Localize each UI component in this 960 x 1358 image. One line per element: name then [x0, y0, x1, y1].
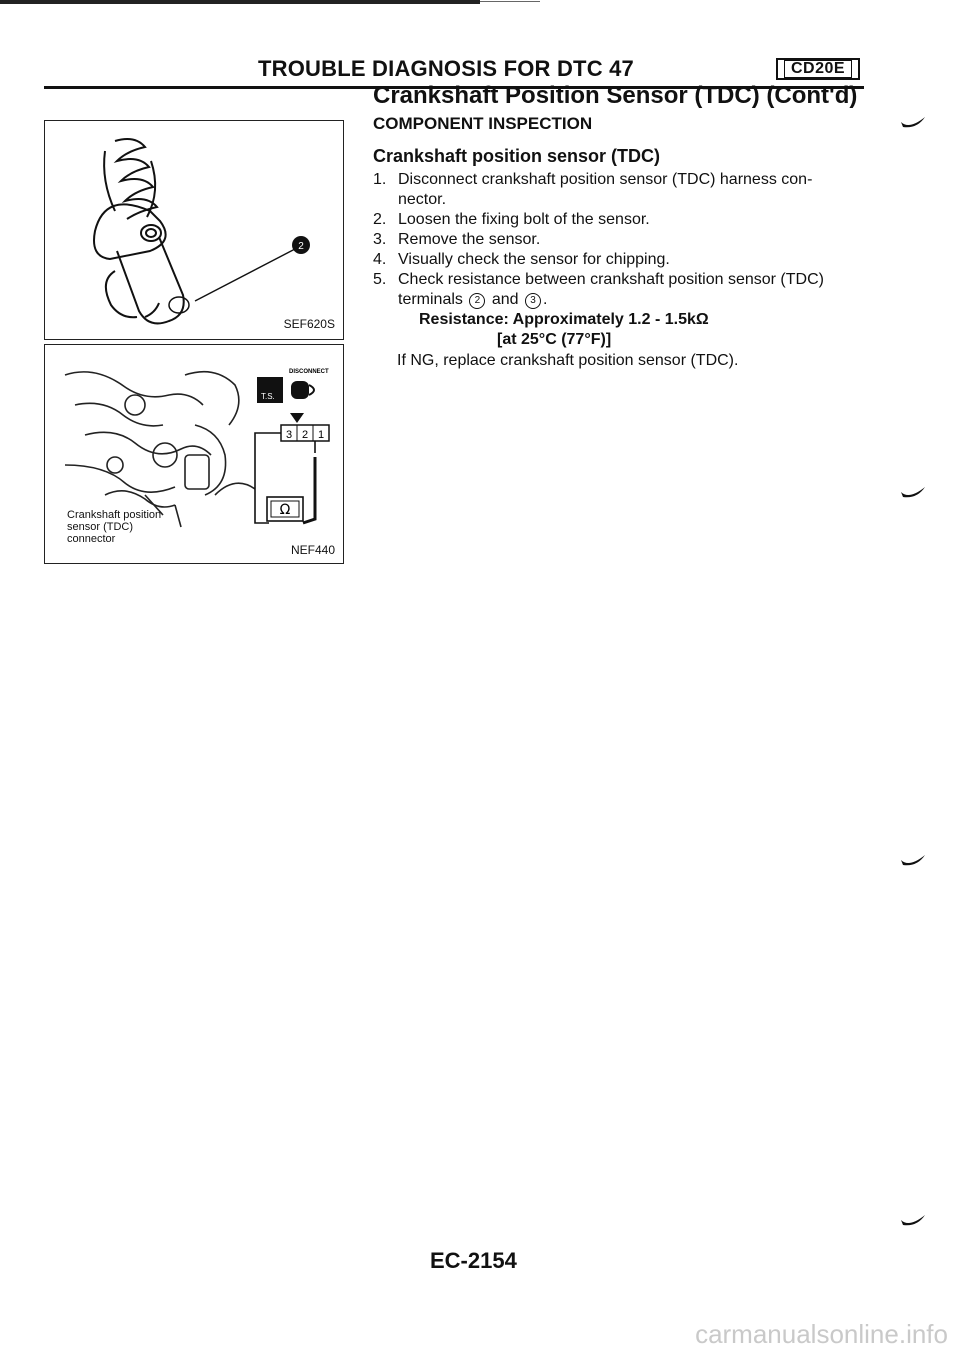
- connector-pin-1: 1: [317, 429, 325, 441]
- figure-code-nef440: NEF440: [290, 543, 335, 557]
- connector-pin-block: [281, 413, 329, 441]
- section-title: Crankshaft Position Sensor (TDC) (Cont'd): [373, 82, 858, 109]
- connector-pin-2: 2: [301, 429, 309, 441]
- connector-pin-3: 3: [285, 429, 293, 441]
- connector-caption: Crankshaft position sensor (TDC) connector: [67, 509, 162, 545]
- watermark: carmanualsonline.info: [695, 1319, 948, 1349]
- terminals-line: terminals 2 and 3 .: [398, 291, 548, 308]
- step-4: 4. Visually check the sensor for chipping.: [373, 251, 670, 268]
- disconnect-icon: [257, 369, 329, 403]
- disconnect-label: DISCONNECT: [289, 369, 329, 375]
- step-5: 5. Check resistance between crankshaft position sensor (TDC) terminals 2 and 3 .: [373, 271, 824, 308]
- resistance-spec: Resistance: Approximately 1.2 - 1.5kΩ: [419, 311, 709, 328]
- component-title: Crankshaft position sensor (TDC): [373, 146, 661, 166]
- step-2: 2. Loosen the fixing bolt of the sensor.: [373, 211, 650, 228]
- ng-action: If NG, replace crankshaft position sensor (TDC).: [397, 352, 739, 369]
- engine-code-text: CD20E: [784, 60, 852, 78]
- check-tick-icon: [900, 1214, 926, 1228]
- ohmmeter-symbol: Ω: [279, 502, 291, 518]
- sensor-illustration: [45, 121, 344, 340]
- step-3: 3. Remove the sensor.: [373, 231, 541, 248]
- connector-figure: [44, 344, 344, 564]
- page-number: EC-2154: [430, 1248, 517, 1273]
- check-tick-icon: [900, 486, 926, 500]
- resistance-condition: [at 25°C (77°F)]: [497, 331, 612, 348]
- page-header-title: TROUBLE DIAGNOSIS FOR DTC 47: [258, 56, 634, 81]
- top-rule-thin: [480, 1, 540, 2]
- top-rule: [0, 0, 480, 4]
- engine-code-badge: [776, 58, 860, 80]
- sensor-figure: [44, 120, 344, 340]
- step-1: 1. Disconnect crankshaft position sensor (TDC) harness con- nector.: [373, 171, 813, 208]
- figure-code-sef620s: SEF620S: [283, 317, 335, 331]
- sensor-terminal-label: 2: [298, 241, 304, 252]
- check-tick-icon: [900, 116, 926, 130]
- terminal-2-marker: 2: [469, 293, 485, 309]
- subsection-title: COMPONENT INSPECTION: [373, 114, 593, 133]
- ts-label: T.S.: [261, 392, 275, 401]
- check-tick-icon: [900, 854, 926, 868]
- inspection-steps: [373, 170, 873, 372]
- terminal-3-marker: 3: [525, 293, 541, 309]
- ohmmeter-icon: [267, 497, 303, 521]
